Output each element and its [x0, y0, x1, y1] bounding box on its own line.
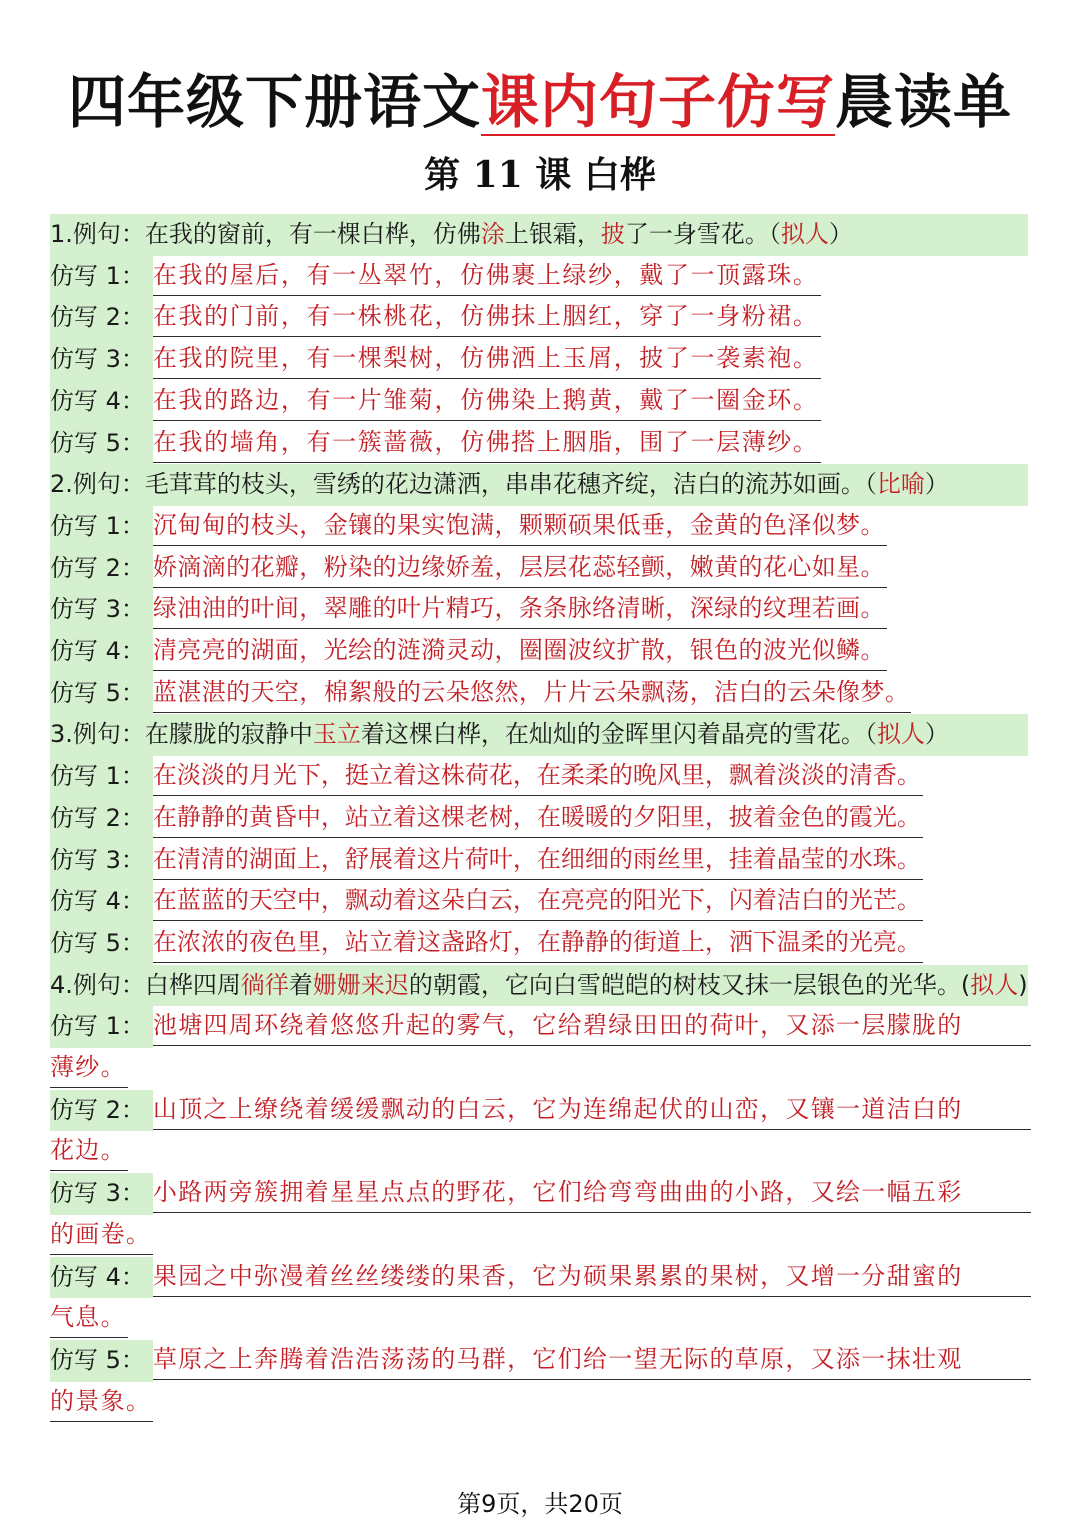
- example-sentence-1: [50, 214, 1028, 256]
- example-highlight: 徜徉: [240, 970, 289, 999]
- imitation-text: 在我的路边，有一片雏菊，仿佛染上鹅黄，戴了一圈金环。: [153, 381, 821, 421]
- imitation-sentence-5: [50, 423, 1030, 465]
- imitation-sentence-3: [50, 339, 1030, 381]
- example-text: 毛茸茸的枝头，雪绣的花边潇洒，串串花穗齐绽，洁白的流苏如画。（: [144, 470, 877, 499]
- imitation-sentence-1: [50, 1006, 1030, 1089]
- example-highlight: 比喻: [876, 470, 925, 499]
- imitation-label: 仿写 3：: [50, 339, 153, 381]
- imitation-sentence-1: [50, 506, 1030, 548]
- imitation-sentence-1: [50, 256, 1030, 298]
- imitation-text: 清亮亮的湖面，光绘的涟漪灵动，圈圈波纹扩散，银色的波光似鳞。: [153, 631, 887, 671]
- imitation-text: 山顶之上缭绕着缓缓飘动的白云，它为连绵起伏的山峦，又镶一道洁白的: [153, 1090, 1031, 1130]
- imitation-text: 在清清的湖面上，舒展着这片荷叶，在细细的雨丝里，挂着晶莹的水珠。: [153, 840, 923, 880]
- lesson-heading: 第 11 课 白桦: [424, 154, 656, 196]
- imitation-text: 在我的墙角，有一簇蔷薇，仿佛搭上胭脂，围了一层薄纱。: [153, 423, 821, 463]
- imitation-label: 仿写 3：: [50, 589, 153, 631]
- imitation-sentence-4: [50, 381, 1030, 423]
- example-text: ）: [924, 720, 949, 749]
- imitation-line-1: [50, 1090, 1030, 1132]
- example-highlight: 拟人: [780, 220, 829, 248]
- title-part-3: 晨读单: [835, 68, 1013, 136]
- imitation-line-1: [50, 1257, 1030, 1299]
- imitation-label: 仿写 5：: [50, 1340, 153, 1382]
- imitation-text: 果园之中弥漫着丝丝缕缕的果香，它为硕果累累的果树，又增一分甜蜜的: [153, 1257, 1031, 1297]
- imitation-line-2: [50, 1048, 1030, 1090]
- imitation-text: 沉甸甸的枝头，金镶的果实饱满，颗颗硕果低垂，金黄的色泽似梦。: [153, 506, 887, 546]
- imitation-label: 仿写 1：: [50, 506, 153, 548]
- imitation-label: 仿写 2：: [50, 548, 153, 590]
- title-part-1: 四年级下册语文: [67, 68, 481, 136]
- example-text: ): [1018, 970, 1028, 999]
- imitation-sentence-4: [50, 881, 1030, 923]
- example-label: 4.例句：: [50, 970, 145, 999]
- example-highlight: 拟人: [970, 970, 1019, 999]
- imitation-label: 仿写 4：: [50, 1257, 153, 1299]
- imitation-sentence-5: [50, 1340, 1030, 1423]
- example-text: 在朦胧的寂静中: [144, 720, 313, 749]
- imitation-label: 仿写 4：: [50, 631, 153, 673]
- imitation-label: 仿写 4：: [50, 881, 153, 923]
- imitation-text-continued: 的画卷。: [50, 1215, 153, 1255]
- imitation-sentence-3: [50, 1173, 1030, 1256]
- imitation-sentence-2: [50, 548, 1030, 590]
- example-text: 白桦四周: [144, 970, 241, 999]
- example-text: 的朝霞，它向白雪皑皑的树枝又抹一层银色的光华。(: [408, 970, 971, 999]
- imitation-text: 蓝湛湛的天空，棉絮般的云朵悠然，片片云朵飘荡，洁白的云朵像梦。: [153, 673, 911, 713]
- imitation-line-2: [50, 1298, 1030, 1340]
- example-label: 1.例句：: [50, 220, 145, 248]
- example-sentence-4: [50, 965, 1028, 1007]
- imitation-text-continued: 花边。: [50, 1131, 128, 1171]
- example-label: 2.例句：: [50, 470, 145, 499]
- imitation-label: 仿写 3：: [50, 840, 153, 882]
- imitation-sentence-5: [50, 673, 1030, 715]
- imitation-sentence-2: [50, 1090, 1030, 1173]
- example-text: 上银霜，: [504, 220, 601, 248]
- title-part-2-highlight: 课内句子仿写: [480, 68, 835, 136]
- imitation-text: 池塘四周环绕着悠悠升起的雾气，它给碧绿田田的荷叶，又添一层朦胧的: [153, 1006, 1031, 1046]
- example-text: ）: [924, 470, 949, 499]
- imitation-label: 仿写 5：: [50, 423, 153, 465]
- imitation-text-continued: 薄纱。: [50, 1048, 128, 1088]
- imitation-text: 在静静的黄昏中，站立着这棵老树，在暖暖的夕阳里，披着金色的霞光。: [153, 798, 923, 838]
- example-highlight: 玉立: [312, 720, 361, 749]
- example-text: 着: [288, 970, 313, 999]
- imitation-text: 在我的屋后，有一丛翠竹，仿佛裹上绿纱，戴了一顶露珠。: [153, 256, 821, 296]
- imitation-sentence-4: [50, 631, 1030, 673]
- imitation-line-1: [50, 1173, 1030, 1215]
- imitation-sentence-2: [50, 798, 1030, 840]
- imitation-sentence-3: [50, 840, 1030, 882]
- page-title: [0, 62, 1080, 142]
- imitation-text: 在我的院里，有一棵梨树，仿佛洒上玉屑，披了一袭素袍。: [153, 339, 821, 379]
- imitation-label: 仿写 4：: [50, 381, 153, 423]
- imitation-label: 仿写 1：: [50, 256, 153, 298]
- imitation-sentence-2: [50, 297, 1030, 339]
- imitation-line-2: [50, 1382, 1030, 1424]
- example-highlight: 涂: [480, 220, 505, 248]
- example-highlight: 披: [600, 220, 625, 248]
- imitation-label: 仿写 2：: [50, 798, 153, 840]
- example-label: 3.例句：: [50, 720, 145, 749]
- imitation-text-continued: 的景象。: [50, 1382, 153, 1422]
- imitation-text: 小路两旁簇拥着星星点点的野花，它们给弯弯曲曲的小路，又绘一幅五彩: [153, 1173, 1031, 1213]
- example-text: ）: [828, 220, 853, 248]
- imitation-sentence-1: [50, 756, 1030, 798]
- imitation-text: 娇滴滴的花瓣，粉染的边缘娇羞，层层花蕊轻颤，嫩黄的花心如星。: [153, 548, 887, 588]
- example-text: 着这棵白桦，在灿灿的金晖里闪着晶亮的雪花。（: [360, 720, 877, 749]
- imitation-label: 仿写 1：: [50, 756, 153, 798]
- example-sentence-2: [50, 464, 1028, 506]
- imitation-text: 在我的门前，有一株桃花，仿佛抹上胭红，穿了一身粉裙。: [153, 297, 821, 337]
- imitation-label: 仿写 2：: [50, 1090, 153, 1132]
- example-text: 在我的窗前，有一棵白桦，仿佛: [144, 220, 481, 248]
- imitation-line-2: [50, 1131, 1030, 1173]
- imitation-sentence-3: [50, 589, 1030, 631]
- imitation-label: 仿写 3：: [50, 1173, 153, 1215]
- imitation-sentence-4: [50, 1257, 1030, 1340]
- imitation-line-1: [50, 1340, 1030, 1382]
- worksheet-content: [50, 214, 1030, 1423]
- imitation-text: 在淡淡的月光下，挺立着这株荷花，在柔柔的晚风里，飘着淡淡的清香。: [153, 756, 923, 796]
- example-highlight: 姗姗来迟: [312, 970, 409, 999]
- imitation-text: 在蓝蓝的天空中，飘动着这朵白云，在亮亮的阳光下，闪着洁白的光芒。: [153, 881, 923, 921]
- page-number: 第9页，共20页: [457, 1490, 623, 1518]
- imitation-text: 在浓浓的夜色里，站立着这盏路灯，在静静的街道上，洒下温柔的光亮。: [153, 923, 923, 963]
- imitation-text: 草原之上奔腾着浩浩荡荡的马群，它们给一望无际的草原，又添一抹壮观: [153, 1340, 1031, 1380]
- imitation-line-2: [50, 1215, 1030, 1257]
- imitation-label: 仿写 1：: [50, 1006, 153, 1048]
- imitation-label: 仿写 5：: [50, 673, 153, 715]
- example-text: 了一身雪花。（: [624, 220, 781, 248]
- imitation-label: 仿写 2：: [50, 297, 153, 339]
- imitation-sentence-5: [50, 923, 1030, 965]
- imitation-text-continued: 气息。: [50, 1298, 128, 1338]
- imitation-line-1: [50, 1006, 1030, 1048]
- example-highlight: 拟人: [876, 720, 925, 749]
- imitation-text: 绿油油的叶间，翠雕的叶片精巧，条条脉络清晰，深绿的纹理若画。: [153, 589, 887, 629]
- imitation-label: 仿写 5：: [50, 923, 153, 965]
- example-sentence-3: [50, 714, 1028, 756]
